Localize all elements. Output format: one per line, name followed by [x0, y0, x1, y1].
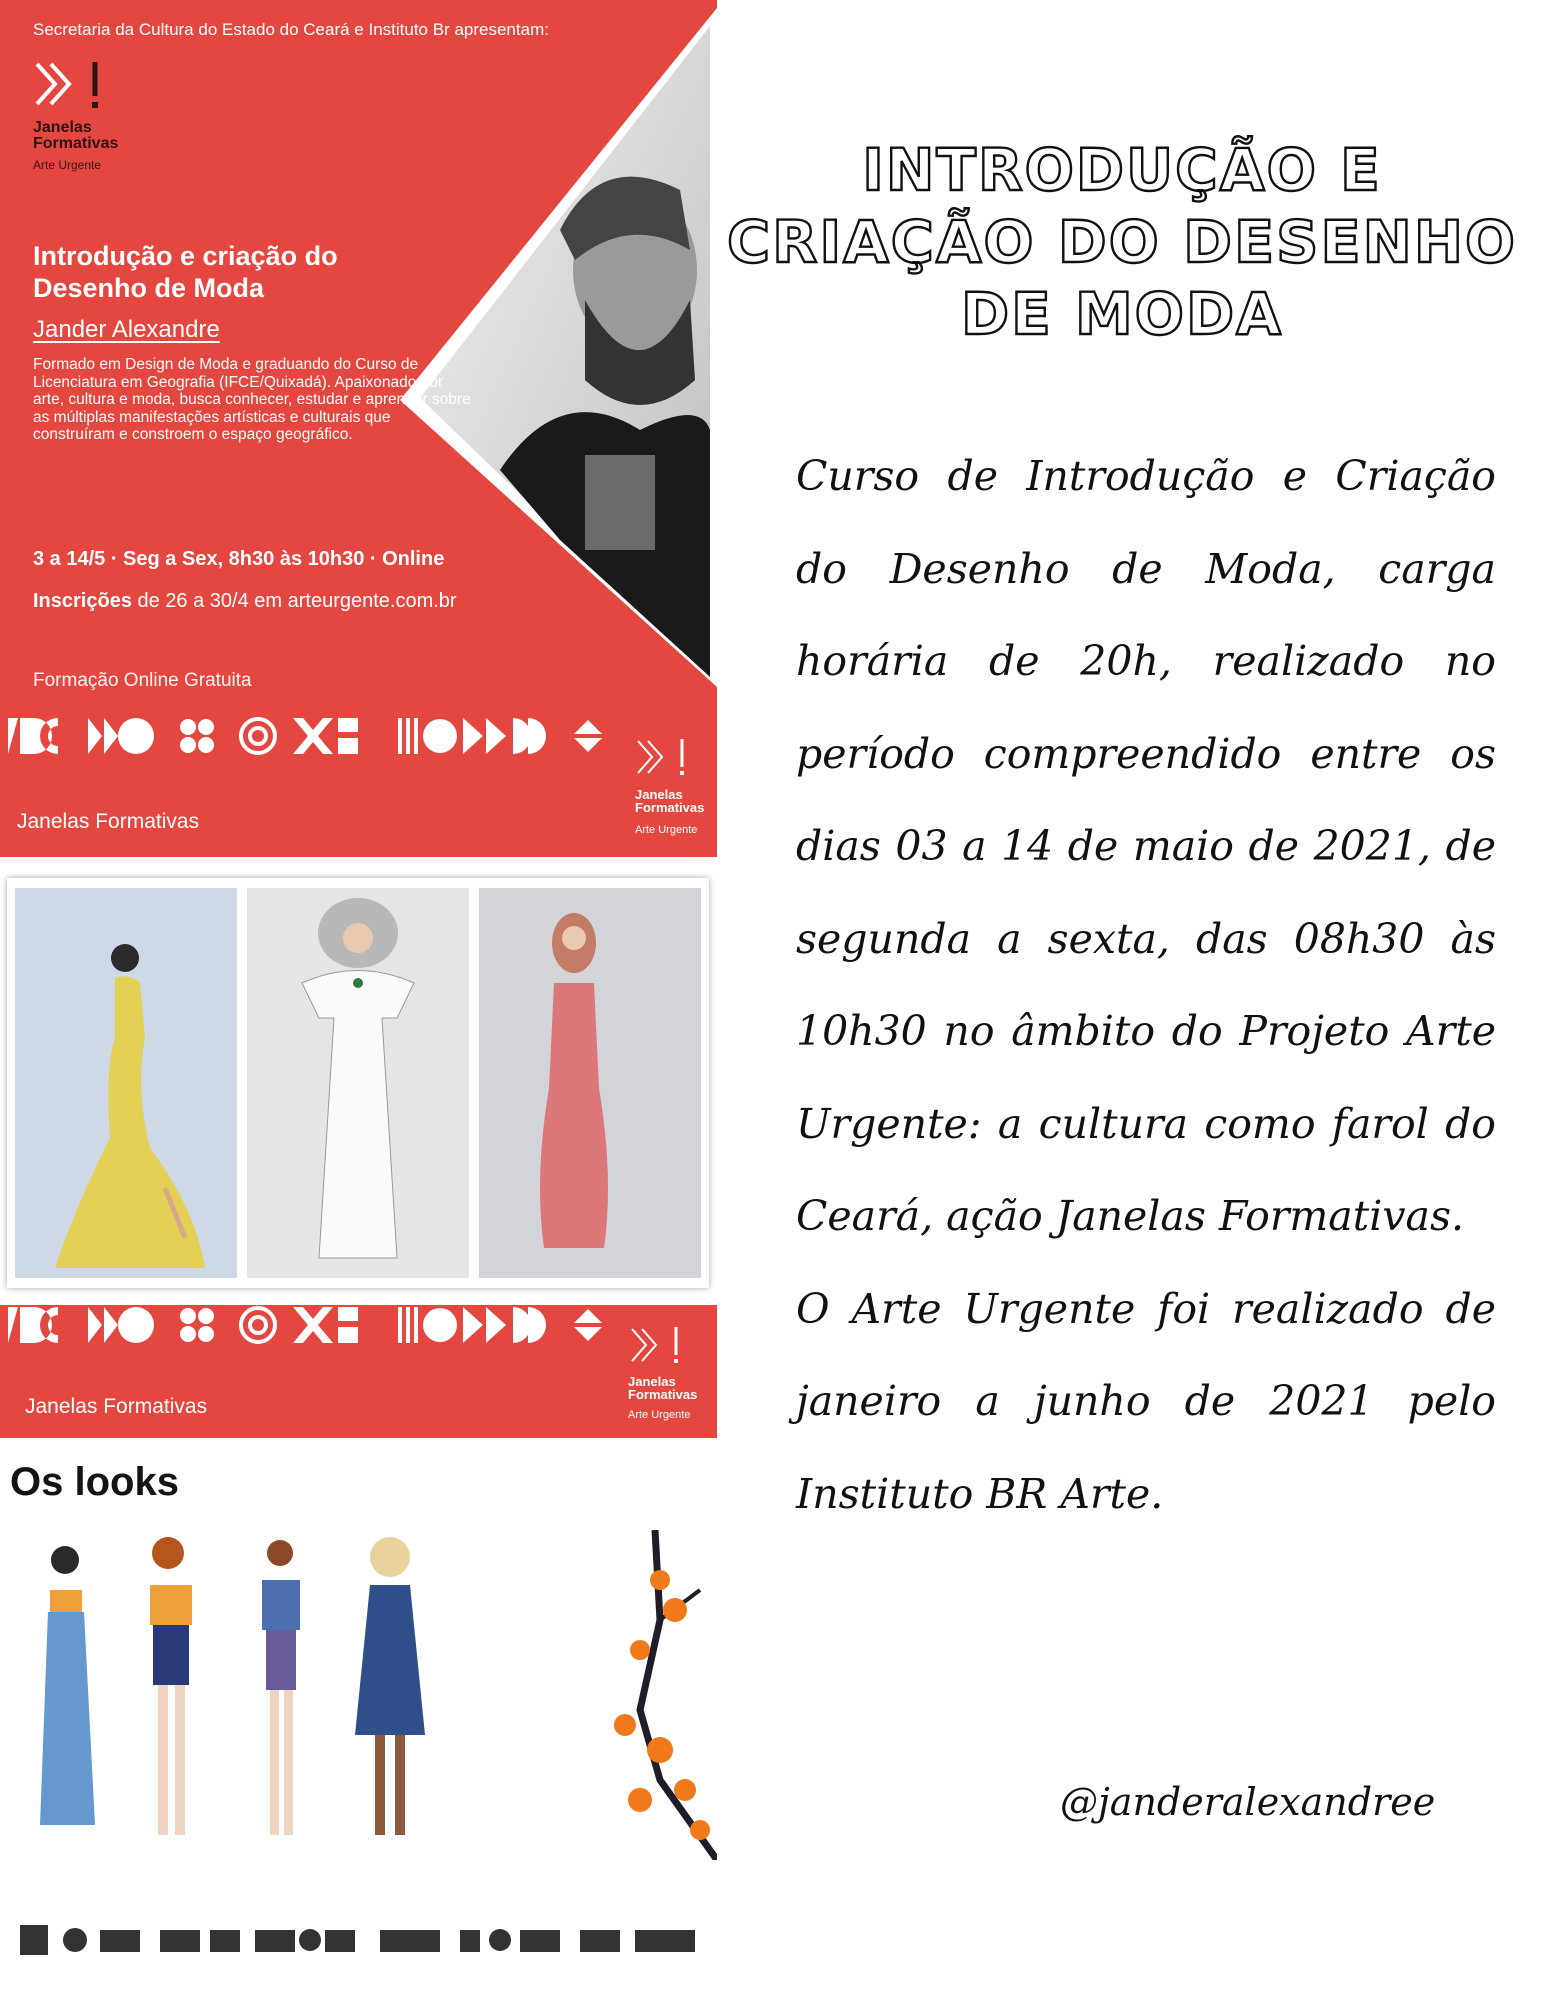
janelas-logo-small-icon: [630, 1325, 690, 1375]
decorative-glyphs-icon: [8, 1305, 608, 1345]
course-dates: 3 a 14/5 · Seg a Sex, 8h30 às 10h30 · Online: [33, 548, 445, 570]
janelas-logo-icon: [33, 56, 103, 116]
logo-subtitle: Arte Urgente: [33, 158, 102, 172]
footer-brand: Janelas Formativas: [17, 810, 200, 833]
course-title: Introdução e criação do Desenho de Moda: [33, 241, 338, 303]
description-paragraph-1: Curso de Introdução e Criação do Desenho de Moda, carga horária de 20h, realizado no período compreendido entre os dias 03 a 14 de maio de 2021, de segunda a sexta, das 08h30 às 10h30 no âmbito do Projeto Arte Urgente: a cultura como farol do Ceará, ação Janelas Formativas.: [796, 452, 1496, 1240]
fashion-drawings: [7, 878, 709, 1288]
logo-name-small: [635, 788, 704, 814]
presenters-line: Secretaria da Cultura do Estado do Ceará e Instituto Br apresentam:: [33, 20, 549, 39]
author-name: Jander Alexandre: [33, 316, 220, 343]
janelas-logo-small-icon: [636, 737, 696, 787]
red-dress-drawing: [479, 888, 701, 1278]
logo-name-line-1: Janelas: [33, 119, 92, 136]
free-course-label: Formação Online Gratuita: [33, 670, 252, 691]
event-poster: [0, 0, 717, 857]
looks-illustrations: [20, 1535, 440, 1865]
logo-subtitle-small: Arte Urgente: [628, 1409, 691, 1421]
logo-subtitle-small: Arte Urgente: [635, 824, 698, 836]
signup-info: [33, 590, 457, 613]
looks-title: Os looks: [10, 1460, 179, 1504]
logo-name: [33, 120, 118, 152]
yellow-gown-drawing: [15, 888, 237, 1278]
headline-line-2: CRIAÇÃO DO DESENHO: [727, 208, 1507, 276]
logo-name-line-2: Formativas: [33, 135, 119, 152]
social-handle: @janderalexandree: [1060, 1780, 1436, 1824]
author-bio: Formado em Design de Moda e graduando do Curso de Licenciatura em Geografia (IFCE/Quixadá). Apaixonado por arte, cultura e moda, busca conhecer, estudar e aprender sobre as múltiplas manifestações artísticas e culturais que construíram e constroem o espaço geográfico.: [33, 356, 471, 443]
description-paragraph-2: O Arte Urgente foi realizado de janeiro a junho de 2021 pelo Instituto BR Arte.: [796, 1284, 1496, 1518]
logo-name-small: [628, 1375, 697, 1401]
signup-label: Inscrições: [33, 590, 132, 612]
logo-small-line-2: Formativas: [628, 1387, 698, 1402]
logo-small-line-1: Janelas: [635, 787, 683, 802]
decorative-glyphs-icon: [8, 716, 608, 756]
headline-line-1: INTRODUÇÃO E: [862, 136, 1382, 204]
headline: [720, 130, 1540, 350]
poster-band: [0, 1305, 717, 1438]
logo-small-line-2: Formativas: [635, 800, 705, 815]
footer-brand: Janelas Formativas: [25, 1395, 208, 1418]
signup-details: de 26 a 30/4 em arteurgente.com.br: [131, 590, 457, 612]
white-gown-drawing: [247, 888, 469, 1278]
course-description: [796, 430, 1496, 1540]
blossom-branch-icon: [600, 1530, 717, 1860]
headline-line-3: DE MODA: [960, 280, 1284, 348]
logo-small-line-1: Janelas: [628, 1374, 676, 1389]
sponsor-logos: [10, 1905, 710, 1975]
